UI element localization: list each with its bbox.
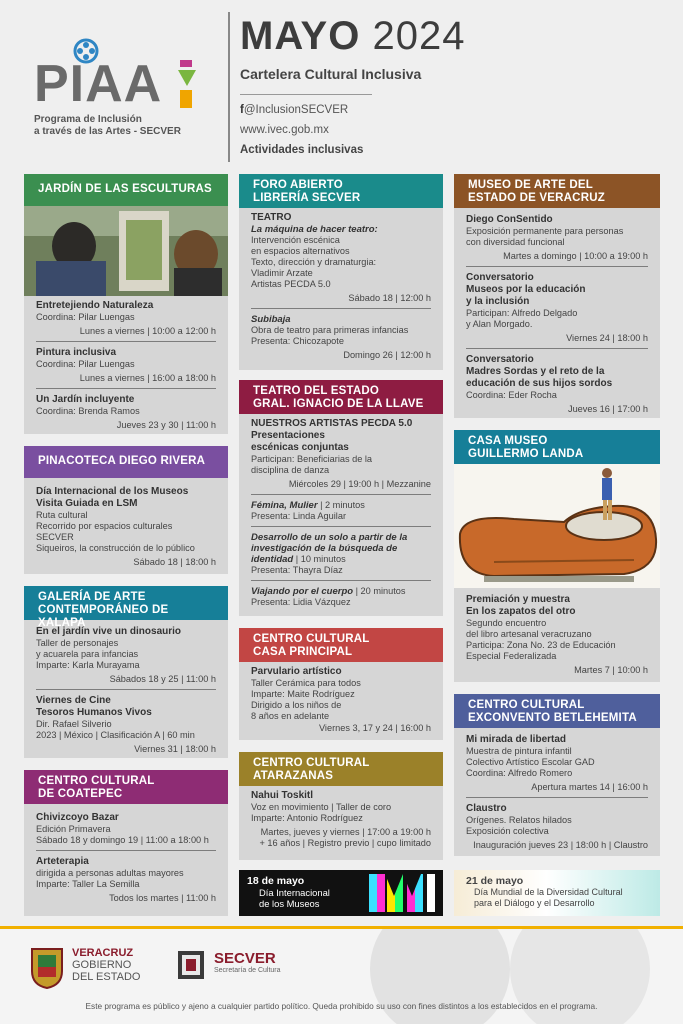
event-detail: 2023 | México | Clasificación A | 60 min: [36, 730, 195, 740]
event-title: y la inclusión: [466, 296, 530, 307]
event-schedule: Todos los martes | 11:00 h: [109, 893, 216, 903]
jardin-photo: [24, 206, 228, 296]
secver-name: SECVER: [214, 950, 276, 967]
card-pinacoteca: [24, 446, 228, 574]
social-text: @InclusionSECVER: [243, 104, 349, 116]
separator: [36, 341, 216, 342]
gov-line: VERACRUZ: [72, 947, 134, 959]
event-detail: Imparte: Taller La Semilla: [36, 879, 140, 889]
card-casa-principal: [239, 628, 443, 740]
card-title-line: MUSEO DE ARTE DEL: [468, 179, 594, 191]
card-betlehemita-body: [454, 734, 660, 851]
card-title-line: CENTRO CULTURAL: [253, 757, 370, 769]
facebook-icon: f: [240, 104, 244, 116]
event-schedule: Sábados 18 y 25 | 11:00 h: [109, 674, 216, 684]
banner-line: Día Internacional: [259, 887, 330, 898]
separator: [36, 689, 216, 690]
event-detail: Coordina: Pilar Luengas: [36, 359, 135, 369]
event-detail: Imparte: Karla Murayama: [36, 660, 140, 670]
secver-emblem-icon: [176, 947, 206, 983]
event-detail: Exposición permanente para personas: [466, 226, 624, 236]
page-subtitle: Cartelera Cultural Inclusiva: [240, 66, 422, 82]
card-pinacoteca-title: PINACOTECA DIEGO RIVERA: [24, 446, 228, 478]
card-foro: [239, 174, 443, 370]
event-title: Presentaciones: [251, 430, 325, 441]
card-jardin-title: JARDÍN DE LAS ESCULTURAS: [24, 174, 228, 206]
event-title: Mi mirada de libertad: [466, 734, 567, 745]
disclaimer: Este programa es público y ajeno a cualquier partido político. Queda prohibido su uso con fines distintos a los establecidos en el programa.: [85, 1001, 598, 1011]
separator: [251, 494, 431, 495]
event-detail: Dir. Rafael Silverio: [36, 719, 112, 729]
subtitle-rule: [240, 94, 372, 95]
card-jardin-body: [24, 300, 228, 431]
event-detail: y Alan Morgado.: [466, 319, 533, 329]
event-title: Arteterapia: [36, 856, 89, 867]
event-schedule: Viernes 31 | 18:00 h: [134, 744, 216, 754]
title-month: MAYO: [240, 14, 361, 58]
event-title: Conversatorio: [466, 272, 534, 283]
banner-diversidad-text: [466, 875, 623, 909]
event-detail: Vladimir Arzate: [251, 268, 313, 278]
museum-day-logo: [365, 870, 443, 916]
event-schedule: Martes a domingo | 10:00 a 19:00 h: [503, 251, 648, 261]
card-foro-title: [239, 174, 443, 208]
banner-line: para el Diálogo y el Desarrollo: [474, 898, 595, 908]
event-schedule: Apertura martes 14 | 16:00 h: [531, 782, 648, 792]
card-museo-arte-title: [454, 174, 660, 208]
event-title: Subibaja: [251, 314, 291, 325]
logo-sub-line2: a través de las Artes - SECVER: [34, 126, 181, 137]
event-detail: Orígenes. Relatos hilados: [466, 815, 572, 825]
event-title: Fémina, Mulier: [251, 500, 318, 511]
event-detail: del libro artesanal veracruzano: [466, 629, 592, 639]
logo-sub-line1: Programa de Inclusión: [34, 114, 142, 125]
event-detail: Coordina: Eder Rocha: [466, 390, 557, 400]
event-detail: Taller Cerámica para todos: [251, 678, 361, 688]
card-landa-body: [454, 594, 660, 676]
card-title-line: CASA MUSEO: [468, 435, 548, 447]
event-title: escénicas conjuntas: [251, 442, 349, 453]
card-foro-body: [239, 212, 443, 361]
event-detail: Texto, dirección y dramaturgia:: [251, 257, 377, 267]
separator: [466, 797, 648, 798]
event-title: NUESTROS ARTISTAS PECDA 5.0: [251, 418, 413, 429]
card-teatro-title: [239, 380, 443, 414]
event-detail: Artistas PECDA 5.0: [251, 279, 331, 289]
card-title-line: ATARAZANAS: [253, 770, 334, 782]
event-schedule: Lunes a viernes | 16:00 a 18:00 h: [79, 373, 216, 383]
event-schedule: Martes, jueves y viernes | 17:00 a 19:00 h: [260, 827, 431, 837]
banner-line: Día Mundial de la Diversidad Cultural: [474, 887, 623, 897]
separator: [251, 526, 431, 527]
event-detail: 8 años en adelante: [251, 711, 330, 721]
card-title-line: FORO ABIERTO: [253, 179, 343, 191]
secver-subtitle: Secretaría de Cultura: [214, 967, 281, 974]
event-detail: Taller de personajes: [36, 638, 119, 648]
card-title-line: DE COATEPEC: [38, 788, 123, 800]
card-coatepec: [24, 770, 228, 916]
event-schedule: Martes 7 | 10:00 h: [574, 665, 648, 675]
event-detail: y acuarela para infancias: [36, 649, 139, 659]
gov-logo-text: [72, 947, 140, 983]
logo-word: PIAA: [34, 55, 163, 113]
event-title: Madres Sordas y el reto de la: [466, 366, 605, 377]
event-duration: | 20 minutos: [353, 586, 406, 596]
card-betlehemita: [454, 694, 660, 856]
card-teatro: [239, 380, 443, 616]
card-atarazanas-body: [239, 790, 443, 849]
event-detail: Colectivo Artístico Escolar GAD: [466, 757, 595, 767]
card-coatepec-body: [24, 812, 228, 904]
event-detail: Sábado 18 y domingo 19 | 11:00 a 18:00 h: [36, 835, 209, 845]
event-detail: Segundo encuentro: [466, 618, 547, 628]
banner-museos-text: [247, 875, 330, 909]
event-detail: Coordina: Pilar Luengas: [36, 312, 135, 322]
card-title-line: CENTRO CULTURAL: [38, 775, 155, 787]
event-detail: Imparte: Antonio Rodríguez: [251, 813, 363, 823]
card-museo-arte: [454, 174, 660, 418]
event-detail: Siqueiros, la construcción de lo público: [36, 543, 195, 553]
event-title: Viajando por el cuerpo: [251, 586, 354, 597]
card-galeria: [24, 586, 228, 758]
event-title: Tesoros Humanos Vivos: [36, 707, 152, 718]
card-title-line: GRAL. IGNACIO DE LA LLAVE: [253, 398, 424, 410]
veracruz-shield-icon: [28, 945, 66, 989]
event-detail: Obra de teatro para primeras infancias: [251, 325, 409, 335]
card-teatro-body: [239, 418, 443, 608]
event-detail: Intervención escénica: [251, 235, 340, 245]
title-year: 2024: [372, 14, 466, 58]
card-galeria-body: [24, 626, 228, 755]
card-title-line: GUILLERMO LANDA: [468, 448, 584, 460]
event-duration: | 10 minutos: [293, 554, 346, 564]
card-title-line: GALERÍA DE ARTE: [38, 591, 146, 603]
card-casa-principal-body: [239, 666, 443, 734]
event-detail: Ruta cultural: [36, 510, 88, 520]
event-schedule: Miércoles 29 | 19:00 h | Mezzanine: [288, 479, 431, 489]
card-coatepec-title: [24, 770, 228, 804]
banner-diversidad: [454, 870, 660, 916]
card-casa-principal-title: [239, 628, 443, 662]
separator: [251, 308, 431, 309]
event-title: Diego ConSentido: [466, 214, 553, 225]
banner-date: 18 de mayo: [247, 875, 305, 887]
card-museo-arte-body: [454, 214, 660, 415]
event-schedule: Lunes a viernes | 10:00 a 12:00 h: [79, 326, 216, 336]
landa-illustration: [454, 464, 660, 588]
logo-subtitle: [34, 114, 181, 138]
secver-logo: [214, 951, 281, 974]
separator: [466, 348, 648, 349]
event-title-row: [251, 586, 431, 597]
card-atarazanas-title: [239, 752, 443, 786]
page-title: [240, 14, 465, 58]
banner-line: de los Museos: [259, 898, 320, 909]
event-title: En el jardín vive un dinosaurio: [36, 626, 182, 637]
card-betlehemita-title: [454, 694, 660, 728]
event-detail: en espacios alternativos: [251, 246, 350, 256]
event-title-row: [251, 500, 431, 511]
separator: [36, 850, 216, 851]
event-schedule: + 16 años | Registro previo | cupo limitado: [259, 838, 431, 848]
event-title: Visita Guiada en LSM: [36, 498, 138, 509]
event-title: Conversatorio: [466, 354, 534, 365]
card-landa-title: [454, 430, 660, 464]
gov-line: GOBIERNO: [72, 959, 132, 971]
event-title: Nahui Toskitl: [251, 790, 314, 801]
event-title: Premiación y muestra: [466, 594, 570, 605]
shoe-illustration: [454, 464, 660, 588]
event-detail: Muestra de pintura infantil: [466, 746, 572, 756]
event-title: La máquina de hacer teatro:: [251, 224, 378, 235]
event-schedule: Jueves 23 y 30 | 11:00 h: [116, 420, 216, 430]
card-title-line: CASA PRINCIPAL: [253, 646, 353, 658]
card-title-line: CONTEMPORÁNEO DE XALAPA: [38, 604, 169, 629]
card-landa: [454, 430, 660, 682]
event-detail: Voz en movimiento | Taller de coro: [251, 802, 392, 812]
card-title-line: LIBRERÍA SECVER: [253, 192, 361, 204]
event-schedule: Viernes 3, 17 y 24 | 16:00 h: [318, 723, 431, 733]
event-schedule: Domingo 26 | 12:00 h: [343, 350, 431, 360]
gov-line: DEL ESTADO: [72, 971, 141, 983]
event-schedule: Sábado 18 | 18:00 h: [133, 557, 216, 567]
card-title-line: CENTRO CULTURAL: [253, 633, 370, 645]
event-detail: dirigida a personas adultas mayores: [36, 868, 184, 878]
banner-date: 21 de mayo: [466, 875, 524, 887]
jardin-photo-illustration: [24, 206, 228, 296]
card-title-line: EXCONVENTO BETLEHEMITA: [468, 712, 637, 724]
separator: [466, 266, 648, 267]
event-detail: Participan: Beneficiarias de la: [251, 454, 373, 464]
event-detail: Coordina: Brenda Ramos: [36, 406, 140, 416]
header-divider: [228, 12, 230, 162]
event-title: Claustro: [466, 803, 507, 814]
event-duration: | 2 minutos: [317, 500, 365, 510]
separator: [36, 388, 216, 389]
event-detail: Especial Federalizada: [466, 651, 557, 661]
card-pinacoteca-body: [24, 486, 228, 568]
event-title: Museos por la educación: [466, 284, 586, 295]
card-title-line: TEATRO DEL ESTADO: [253, 385, 380, 397]
event-title-row: [251, 554, 431, 565]
event-title: Entretejiendo Naturaleza: [36, 300, 154, 311]
event-detail: Presenta: Chicozapote: [251, 336, 344, 346]
event-title: En los zapatos del otro: [466, 606, 576, 617]
event-title: identidad: [251, 554, 294, 565]
event-title: Parvulario artístico: [251, 666, 342, 677]
event-schedule: Sábado 18 | 12:00 h: [348, 293, 431, 303]
event-title: Desarrollo de un solo a partir de la: [251, 532, 408, 543]
event-title: Chivizcoyo Bazar: [36, 812, 119, 823]
event-title: investigación de la búsqueda de: [251, 543, 398, 554]
event-detail: Participan: Alfredo Delgado: [466, 308, 578, 318]
event-detail: Edición Primavera: [36, 824, 111, 834]
event-detail: Coordina: Alfredo Romero: [466, 768, 573, 778]
card-jardin: [24, 174, 228, 434]
event-title: Un Jardín incluyente: [36, 394, 135, 405]
header: [0, 0, 683, 172]
event-detail: Exposición colectiva: [466, 826, 549, 836]
event-detail: Recorrido por espacios culturales: [36, 521, 173, 531]
event-detail: Presenta: Lidia Vázquez: [251, 597, 351, 607]
event-detail: disciplina de danza: [251, 465, 330, 475]
social-handle[interactable]: [240, 104, 348, 116]
event-schedule: Inauguración jueves 23 | 18:00 h | Claustro: [473, 840, 648, 850]
card-title-line: ESTADO DE VERACRUZ: [468, 192, 605, 204]
event-detail: Participa: Zona No. 23 de Educación: [466, 640, 616, 650]
event-detail: con diversidad funcional: [466, 237, 565, 247]
card-atarazanas: [239, 752, 443, 860]
event-title: educación de sus hijos sordos: [466, 378, 613, 389]
event-detail: Dirigido a los niños de: [251, 700, 342, 710]
event-schedule: Jueves 16 | 17:00 h: [567, 404, 648, 414]
event-title: Viernes de Cine: [36, 695, 111, 706]
event-detail: Presenta: Linda Aguilar: [251, 511, 347, 521]
card-galeria-title: [24, 586, 228, 629]
event-detail: Presenta: Thayra Díaz: [251, 565, 343, 575]
event-schedule: Viernes 24 | 18:00 h: [566, 333, 648, 343]
website-link[interactable]: www.ivec.gob.mx: [240, 124, 329, 136]
event-category: TEATRO: [251, 212, 292, 223]
event-detail: SECVER: [36, 532, 74, 542]
event-title: Pintura inclusiva: [36, 347, 117, 358]
banner-museos: [239, 870, 443, 916]
tagline: Actividades inclusivas: [240, 144, 364, 156]
card-title-line: CENTRO CULTURAL: [468, 699, 585, 711]
event-title: Día Internacional de los Museos: [36, 486, 189, 497]
separator: [251, 580, 431, 581]
event-detail: Imparte: Maite Rodríguez: [251, 689, 355, 699]
